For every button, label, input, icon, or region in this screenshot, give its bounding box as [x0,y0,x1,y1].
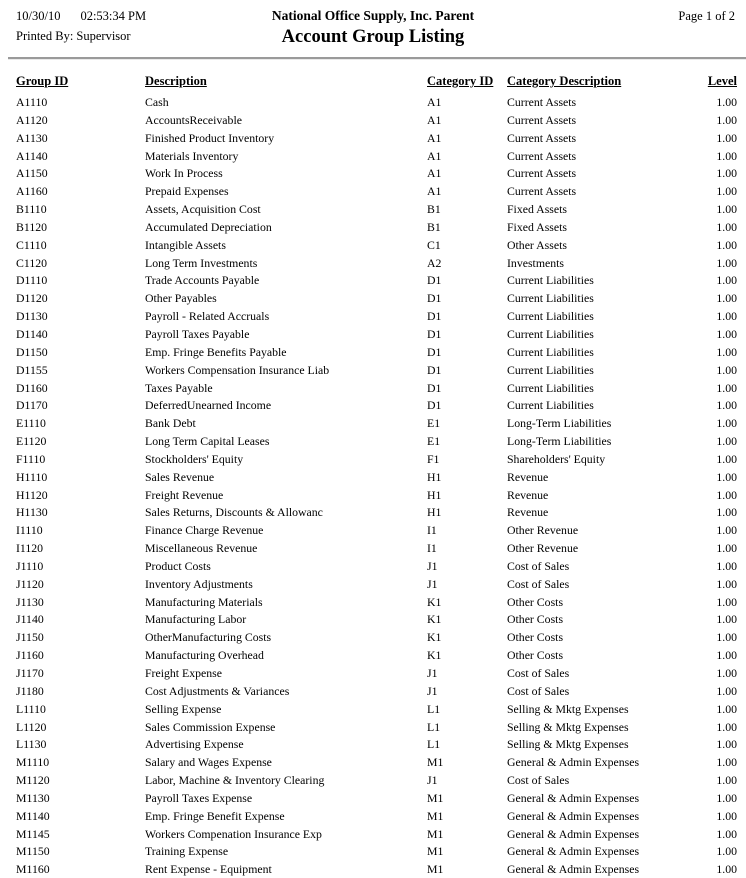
cell-level: 1.00 [716,202,737,217]
print-time: 02:53:34 PM [80,9,147,23]
cell-description: Long Term Investments [145,255,258,270]
cell-group-id: M1110 [16,755,50,770]
cell-category-description: Current Liabilities [507,344,594,359]
table-row [16,504,737,522]
cell-group-id: H1130 [16,505,48,520]
cell-category-description: Cost of Sales [507,576,570,591]
cell-level: 1.00 [716,523,737,538]
cell-level: 1.00 [716,630,737,645]
cell-group-id: D1170 [16,398,48,413]
cell-category-description: Other Revenue [507,541,579,556]
table-row [16,290,737,308]
cell-description: Finished Product Inventory [145,130,275,145]
column-header-category-description: Category Description [507,74,622,88]
cell-group-id: D1120 [16,291,48,306]
cell-level: 1.00 [716,344,737,359]
cell-description: Advertising Expense [145,737,244,752]
cell-group-id: E1110 [16,416,46,431]
cell-category-description: Other Assets [507,237,567,252]
cell-level: 1.00 [716,291,737,306]
cell-description: Salary and Wages Expense [145,755,272,770]
cell-category-description: Other Costs [507,612,564,627]
cell-level: 1.00 [716,112,737,127]
cell-category-description: Revenue [507,505,549,520]
cell-group-id: L1130 [16,737,47,752]
cell-description: Inventory Adjustments [145,576,253,591]
cell-description: Sales Commission Expense [145,719,276,734]
cell-category-id: M1 [427,808,444,823]
cell-level: 1.00 [716,719,737,734]
cell-level: 1.00 [716,737,737,752]
cell-category-id: A1 [427,95,442,109]
cell-group-id: M1160 [16,862,50,877]
cell-category-id: J1 [427,773,438,788]
cell-group-id: E1120 [16,434,47,449]
cell-category-id: E1 [427,416,441,431]
cell-category-id: M1 [427,790,444,805]
table-body [16,94,737,878]
account-group-table [16,74,737,878]
cell-description: Sales Revenue [145,469,215,484]
cell-category-id: D1 [427,362,442,377]
cell-description: AccountsReceivable [145,112,242,127]
cell-category-description: Current Assets [507,95,577,109]
cell-category-description: Cost of Sales [507,558,570,573]
table-row [16,772,737,790]
cell-category-id: J1 [427,683,438,698]
cell-category-description: General & Admin Expenses [507,826,640,841]
cell-category-description: Long-Term Liabilities [507,416,612,431]
cell-category-description: General & Admin Expenses [507,790,640,805]
cell-group-id: J1120 [16,576,44,591]
column-header-level: Level [707,74,737,88]
cell-description: Rent Expense - Equipment [145,862,272,877]
cell-group-id: F1110 [16,451,46,466]
cell-description: Long Term Capital Leases [145,434,270,449]
cell-category-description: Other Costs [507,648,564,663]
table-row [16,362,737,380]
column-header-description: Description [145,74,207,88]
cell-group-id: D1150 [16,344,48,359]
cell-description: Bank Debt [145,416,196,431]
cell-group-id: M1120 [16,773,50,788]
cell-group-id: M1130 [16,790,50,805]
cell-description: Payroll - Related Accruals [145,309,270,324]
cell-category-description: Current Assets [507,112,577,127]
table-row [16,736,737,754]
table-row [16,576,737,594]
cell-description: Selling Expense [145,701,222,716]
cell-group-id: D1160 [16,380,48,395]
cell-group-id: A1160 [16,184,48,199]
table-row [16,237,737,255]
cell-level: 1.00 [716,773,737,788]
cell-group-id: J1150 [16,630,44,645]
cell-level: 1.00 [716,755,737,770]
cell-group-id: L1110 [16,701,46,716]
cell-group-id: J1160 [16,648,44,663]
cell-level: 1.00 [716,826,737,841]
cell-category-description: Current Liabilities [507,273,594,288]
cell-description: Payroll Taxes Payable [145,326,250,341]
cell-description: Cash [145,95,169,109]
cell-category-id: A1 [427,166,442,181]
cell-description: Manufacturing Overhead [145,648,264,663]
cell-category-description: Selling & Mktg Expenses [507,737,629,752]
cell-group-id: A1110 [16,95,48,109]
table-row [16,594,737,612]
cell-level: 1.00 [716,326,737,341]
cell-category-id: L1 [427,719,441,734]
table-row [16,754,737,772]
cell-category-description: General & Admin Expenses [507,862,640,877]
table-row [16,665,737,683]
cell-category-description: Investments [507,255,565,270]
cell-category-description: Revenue [507,469,549,484]
table-row [16,701,737,719]
cell-category-id: A1 [427,130,442,145]
cell-group-id: H1120 [16,487,48,502]
cell-description: Training Expense [145,844,229,859]
cell-group-id: A1120 [16,112,48,127]
table-row [16,611,737,629]
cell-category-id: H1 [427,469,442,484]
cell-level: 1.00 [716,398,737,413]
cell-category-description: Cost of Sales [507,666,570,680]
cell-category-description: Current Liabilities [507,380,594,395]
table-row [16,201,737,219]
cell-group-id: J1180 [16,683,44,698]
cell-level: 1.00 [716,505,737,520]
cell-category-id: E1 [427,434,441,449]
cell-description: Taxes Payable [145,380,213,395]
cell-level: 1.00 [716,558,737,573]
cell-category-description: Current Assets [507,148,577,163]
cell-group-id: D1155 [16,362,48,377]
cell-level: 1.00 [716,130,737,145]
cell-level: 1.00 [716,255,737,270]
cell-description: Emp. Fringe Benefits Payable [145,344,287,359]
company-name: National Office Supply, Inc. Parent [271,8,475,23]
cell-level: 1.00 [716,844,737,859]
cell-category-description: Current Liabilities [507,362,594,377]
cell-description: Workers Compensation Insurance Liab [145,362,330,377]
cell-level: 1.00 [716,95,737,109]
cell-level: 1.00 [716,576,737,591]
cell-group-id: M1145 [16,826,50,841]
table-row [16,183,737,201]
table-row [16,790,737,808]
cell-level: 1.00 [716,862,737,877]
cell-description: Prepaid Expenses [145,184,229,199]
table-row [16,272,737,290]
cell-category-description: Current Liabilities [507,291,594,306]
cell-level: 1.00 [716,666,737,680]
cell-category-description: Fixed Assets [507,219,567,234]
cell-category-id: A2 [427,255,442,270]
table-row [16,326,737,344]
cell-description: Payroll Taxes Expense [145,790,253,805]
cell-category-description: Current Liabilities [507,326,594,341]
cell-level: 1.00 [716,166,737,181]
cell-description: Trade Accounts Payable [145,273,260,288]
table-row [16,558,737,576]
cell-category-id: I1 [427,541,437,556]
cell-description: Freight Expense [145,666,222,680]
column-header-group-id: Group ID [16,74,69,88]
table-row [16,112,737,130]
cell-category-description: General & Admin Expenses [507,808,640,823]
cell-group-id: C1120 [16,255,48,270]
header-divider [8,57,746,60]
table-row [16,808,737,826]
cell-category-id: J1 [427,558,438,573]
cell-level: 1.00 [716,790,737,805]
cell-level: 1.00 [716,612,737,627]
cell-group-id: J1170 [16,666,44,680]
cell-category-id: K1 [427,630,442,645]
cell-level: 1.00 [716,309,737,324]
cell-category-id: H1 [427,505,442,520]
cell-category-description: Long-Term Liabilities [507,434,612,449]
cell-group-id: J1140 [16,612,44,627]
table-row [16,130,737,148]
table-row [16,255,737,273]
cell-level: 1.00 [716,808,737,823]
table-row [16,683,737,701]
table-row [16,219,737,237]
cell-group-id: I1120 [16,541,44,556]
cell-category-id: D1 [427,273,442,288]
page-number: Page 1 of 2 [678,9,735,23]
cell-category-description: Current Liabilities [507,309,594,324]
cell-category-id: D1 [427,398,442,413]
cell-group-id: D1130 [16,309,48,324]
cell-description: Assets, Acquisition Cost [145,202,261,217]
cell-level: 1.00 [716,469,737,484]
cell-description: Labor, Machine & Inventory Clearing [145,773,325,788]
cell-category-id: D1 [427,309,442,324]
cell-group-id: D1140 [16,326,48,341]
cell-category-id: A1 [427,184,442,199]
cell-category-id: F1 [427,451,440,466]
cell-category-id: D1 [427,326,442,341]
table-row [16,719,737,737]
cell-description: Intangible Assets [145,237,226,252]
cell-category-id: D1 [427,344,442,359]
table-row [16,522,737,540]
cell-category-id: D1 [427,380,442,395]
cell-category-description: Current Assets [507,166,577,181]
cell-level: 1.00 [716,219,737,234]
cell-category-description: Selling & Mktg Expenses [507,701,629,716]
cell-category-description: Shareholders' Equity [507,451,606,466]
cell-level: 1.00 [716,184,737,199]
cell-category-id: M1 [427,844,444,859]
cell-description: Cost Adjustments & Variances [145,683,290,698]
table-row [16,843,737,861]
column-header-category-id: Category ID [427,74,494,88]
cell-category-description: Selling & Mktg Expenses [507,719,629,734]
cell-level: 1.00 [716,451,737,466]
cell-description: Other Payables [145,291,217,306]
cell-description: OtherManufacturing Costs [145,630,272,645]
cell-description: Freight Revenue [145,487,224,502]
cell-category-id: M1 [427,862,444,877]
cell-group-id: A1130 [16,130,48,145]
cell-group-id: J1130 [16,594,44,609]
print-date: 10/30/10 [16,9,61,23]
report-title: Account Group Listing [281,27,465,47]
cell-category-description: Cost of Sales [507,773,570,788]
cell-category-id: A1 [427,148,442,163]
table-row [16,451,737,469]
table-row [16,629,737,647]
cell-group-id: B1110 [16,202,47,217]
cell-category-description: Other Costs [507,594,564,609]
cell-category-description: Cost of Sales [507,683,570,698]
cell-category-id: M1 [427,755,444,770]
printed-by: Printed By: Supervisor [16,29,131,43]
cell-description: Workers Compenation Insurance Exp [145,826,322,841]
cell-description: DeferredUnearned Income [145,398,272,413]
cell-category-id: B1 [427,202,441,217]
cell-category-id: C1 [427,237,441,252]
cell-level: 1.00 [716,148,737,163]
cell-category-id: J1 [427,576,438,591]
cell-group-id: I1110 [16,523,43,538]
cell-category-id: I1 [427,523,437,538]
cell-category-description: Current Assets [507,130,577,145]
cell-level: 1.00 [716,273,737,288]
table-row [16,308,737,326]
cell-category-description: General & Admin Expenses [507,844,640,859]
cell-level: 1.00 [716,434,737,449]
cell-description: Manufacturing Labor [145,612,247,627]
cell-description: Work In Process [145,166,223,181]
cell-description: Miscellaneous Revenue [145,541,258,556]
table-row [16,540,737,558]
cell-category-id: A1 [427,112,442,127]
cell-group-id: M1150 [16,844,50,859]
cell-level: 1.00 [716,380,737,395]
cell-group-id: B1120 [16,219,48,234]
cell-description: Sales Returns, Discounts & Allowanc [145,505,323,520]
cell-category-id: K1 [427,612,442,627]
cell-group-id: L1120 [16,719,47,734]
cell-category-id: H1 [427,487,442,502]
cell-level: 1.00 [716,541,737,556]
table-row [16,94,737,112]
cell-level: 1.00 [716,487,737,502]
cell-group-id: J1110 [16,558,44,573]
cell-group-id: A1140 [16,148,48,163]
cell-description: Emp. Fringe Benefit Expense [145,808,285,823]
table-row [16,469,737,487]
cell-category-description: Current Assets [507,184,577,199]
cell-category-id: M1 [427,826,444,841]
cell-level: 1.00 [716,648,737,663]
cell-category-description: Current Liabilities [507,398,594,413]
table-row [16,647,737,665]
table-row [16,344,737,362]
cell-level: 1.00 [716,237,737,252]
cell-category-description: Other Revenue [507,523,579,538]
table-row [16,148,737,166]
cell-description: Finance Charge Revenue [145,523,264,538]
table-row [16,433,737,451]
cell-category-id: K1 [427,594,442,609]
cell-group-id: A1150 [16,166,48,181]
cell-category-description: Fixed Assets [507,202,567,217]
report-header [0,0,746,57]
table-row [16,861,737,878]
cell-category-id: L1 [427,701,441,716]
cell-level: 1.00 [716,594,737,609]
cell-description: Materials Inventory [145,148,239,163]
cell-level: 1.00 [716,416,737,431]
cell-group-id: M1140 [16,808,50,823]
table-header-row [16,74,737,94]
table-row [16,487,737,505]
cell-category-description: Revenue [507,487,549,502]
cell-description: Accumulated Depreciation [145,219,272,234]
cell-category-id: D1 [427,291,442,306]
cell-category-description: Other Costs [507,630,564,645]
cell-description: Manufacturing Materials [145,594,263,609]
cell-level: 1.00 [716,701,737,716]
cell-category-id: K1 [427,648,442,663]
table-row [16,380,737,398]
cell-category-description: General & Admin Expenses [507,755,640,770]
cell-group-id: C1110 [16,237,47,252]
cell-description: Product Costs [145,558,211,573]
cell-group-id: D1110 [16,273,48,288]
cell-group-id: H1110 [16,469,48,484]
cell-category-id: B1 [427,219,441,234]
cell-level: 1.00 [716,362,737,377]
cell-category-id: J1 [427,666,438,680]
table-row [16,826,737,844]
table-row [16,415,737,433]
table-row [16,397,737,415]
cell-category-id: L1 [427,737,441,752]
table-row [16,165,737,183]
cell-level: 1.00 [716,683,737,698]
cell-description: Stockholders' Equity [145,451,244,466]
